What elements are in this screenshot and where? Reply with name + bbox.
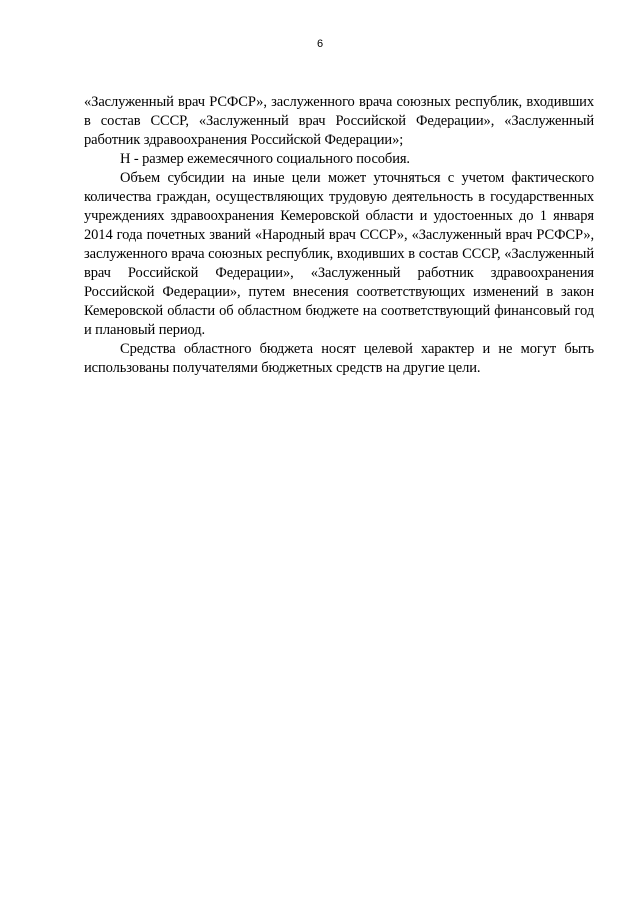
paragraph-formula-definition: Н - размер ежемесячного социального пособия. (120, 151, 410, 167)
document-body (84, 93, 594, 378)
paragraph-subsidy-volume: Объем субсидии на иные цели может уточняться с учетом фактического количества граждан, осуществляющих трудовую деятельность в государственных учреждениях здравоохранения Кемеровской области и удостоенных до 1 января 2014 года почетных званий «Народный врач СССР», «Заслуженный врач РСФСР», заслуженного врача союзных республик, входивших в состав СССР, «Заслуженный врач Российской Федерации», «Заслуженный работник здравоохранения Российской Федерации», путем внесения соответствующих изменений в закон Кемеровской области об областном бюджете на соответствующий финансовый год и плановый период. (84, 170, 594, 338)
paragraph-continuation: «Заслуженный врач РСФСР», заслуженного врача союзных республик, входивших в состав СССР, «Заслуженный врач Российской Федерации», «Заслуженный работник здравоохранения Российской Федерации»; (84, 94, 594, 148)
paragraph-budget-purpose: Средства областного бюджета носят целевой характер и не могут быть использованы получателями бюджетных средств на другие цели. (84, 341, 594, 376)
page-number: 6 (316, 38, 324, 50)
